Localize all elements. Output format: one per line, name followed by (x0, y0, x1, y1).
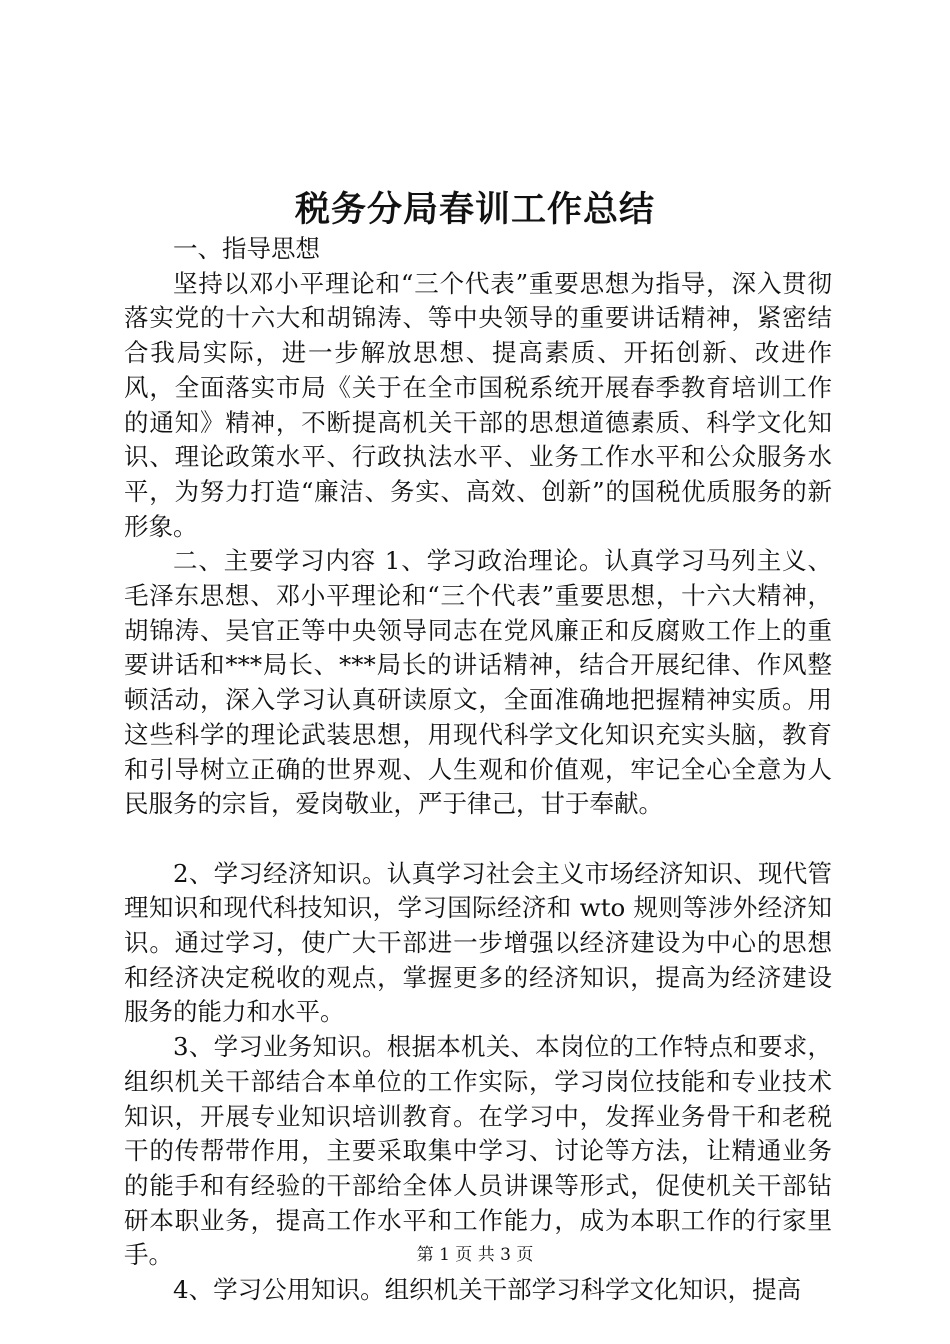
paragraph-public-knowledge: 4、学习公用知识。组织机关干部学习科学文化知识，提高 (173, 1275, 802, 1305)
paragraph-business-knowledge: 3、学习业务知识。根据本机关、本岗位的工作特点和要求，组织机关干部结合本单位的工作实际，学习岗位技能和专业技术知识，开展专业知识培训教育。在学习中，发挥业务骨干和老税干的传帮带作用，主要采取集中学习、讨论等方法，让精通业务的能手和有经验的干部给全体人员讲课等形式，促使机关干部钻研本职业务，提高工作水平和工作能力，成为本职工作的行家里手。 (124, 1032, 832, 1270)
paragraph-guiding-ideology: 坚持以邓小平理论和“三个代表”重要思想为指导，深入贯彻落实党的十六大和胡锦涛、等中央领导的重要讲话精神，紧密结合我局实际，进一步解放思想、提高素质、开拓创新、改进作风，全面落实市局《关于在全市国税系统开展春季教育培训工作的通知》精神，不断提高机关干部的思想道德素质、科学文化知识、理论政策水平、行政执法水平、业务工作水平和公众服务水平，为努力打造“廉洁、务实、高效、创新”的国税优质服务的新形象。 (124, 268, 832, 541)
page-footer: 第 1 页 共 3 页 (416, 1245, 534, 1265)
document-body (124, 232, 832, 1308)
paragraph-political-theory: 二、主要学习内容 1、学习政治理论。认真学习马列主义、毛泽东思想、邓小平理论和“三个代表”重要思想，十六大精神，胡锦涛、吴官正等中央领导同志在党风廉正和反腐败工作上的重要讲话和***局长、***局长的讲话精神，结合开展纪律、作风整顿活动，深入学习认真研读原文，全面准确地把握精神实质。用这些科学的理论武装思想，用现代科学文化知识充实头脑，教育和引导树立正确的世界观、人生观和价值观，牢记全心全意为人民服务的宗旨，爱岗敬业，严于律己，甘于奉献。 (124, 546, 832, 819)
section-heading-guiding-ideology: 一、指导思想 (173, 234, 320, 263)
document-title: 税务分局春训工作总结 (294, 189, 655, 230)
paragraph-economic-knowledge: 2、学习经济知识。认真学习社会主义市场经济知识、现代管理知识和现代科技知识，学习国际经济和 wto 规则等涉外经济知识。通过学习，使广大干部进一步增强以经济建设为中心的思想和经济决定税收的观点，掌握更多的经济知识，提高为经济建设服务的能力和水平。 (124, 858, 832, 1027)
